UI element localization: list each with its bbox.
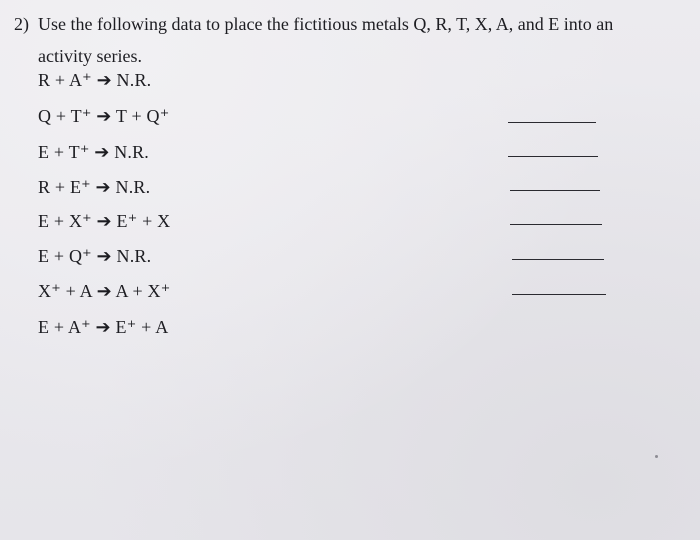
reaction-3: E + T⁺ ➔ N.R. [38,142,150,162]
reaction-6: E + Q⁺ ➔ N.R. [38,246,152,266]
answer-blank[interactable] [508,156,598,157]
reaction-4: R + E⁺ ➔ N.R. [38,177,151,197]
reaction-2: Q + T⁺ ➔ T + Q⁺ [38,106,170,126]
paper-speck [655,455,658,458]
reaction-5: E + X⁺ ➔ E⁺ + X [38,211,171,231]
question-text-line-2: activity series. [38,46,142,66]
answer-blank[interactable] [508,122,596,123]
reaction-1: R + A⁺ ➔ N.R. [38,70,152,90]
question-text-line-1: Use the following data to place the fictitious metals Q, R, T, X, A, and E into an [38,14,614,34]
problem-number: 2) [14,14,29,34]
answer-blank[interactable] [512,259,604,260]
answer-blank[interactable] [510,224,602,225]
answer-blank[interactable] [510,190,600,191]
answer-blank[interactable] [512,294,606,295]
reaction-8: E + A⁺ ➔ E⁺ + A [38,317,169,337]
reaction-7: X⁺ + A ➔ A + X⁺ [38,281,171,301]
